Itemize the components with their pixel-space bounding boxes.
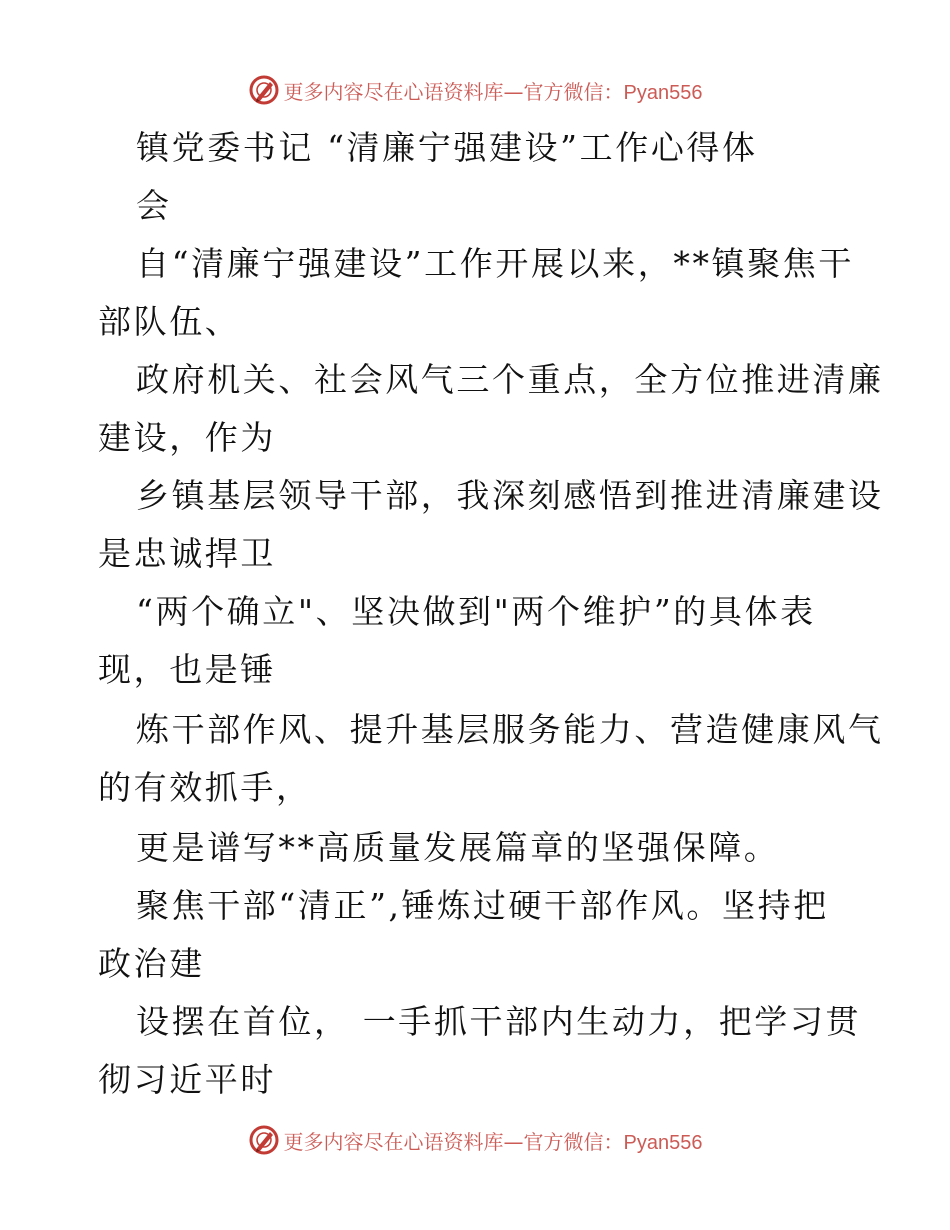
doc-title-line-1: 镇党委书记 “清廉宁强建设”工作心得体 <box>136 128 758 167</box>
watermark-text: 更多内容尽在心语资料库—官方微信：Pyan556 <box>283 79 703 104</box>
doc-line: 炼干部作风、提升基层服务能力、营造健康风气 <box>136 710 884 749</box>
doc-line: 政治建 <box>98 944 205 983</box>
doc-line: 聚焦干部“清正”,锤炼过硬干部作风。坚持把 <box>136 886 829 925</box>
doc-title-line-2: 会 <box>136 186 172 225</box>
doc-line: 政府机关、社会风气三个重点，全方位推进清廉 <box>136 360 884 399</box>
doc-line: 的有效抓手， <box>98 768 312 807</box>
watermark-text: 更多内容尽在心语资料库—官方微信：Pyan556 <box>283 1129 703 1154</box>
doc-line: 建设，作为 <box>98 418 276 457</box>
watermark-wechat-id: Pyan556 <box>623 1131 703 1154</box>
doc-line: 乡镇基层领导干部，我深刻感悟到推进清廉建设 <box>136 476 884 515</box>
doc-line: 现，也是锤 <box>98 650 276 689</box>
doc-line: 自“清廉宁强建设”工作开展以来，**镇聚焦干 <box>136 244 854 283</box>
pen-logo-icon <box>248 74 280 106</box>
doc-line: 设摆在首位， 一手抓干部内生动力，把学习贯 <box>136 1002 862 1041</box>
doc-line: 彻习近平时 <box>98 1060 276 1099</box>
pen-logo-icon <box>248 1124 280 1156</box>
watermark-banner-bottom <box>0 1120 950 1160</box>
watermark-wechat-id: Pyan556 <box>623 81 703 104</box>
doc-line: 是忠诚捍卫 <box>98 534 276 573</box>
watermark-banner-top <box>0 70 950 110</box>
doc-line: 更是谱写**高质量发展篇章的坚强保障。 <box>136 828 780 867</box>
doc-line: 部队伍、 <box>98 302 241 341</box>
doc-line: “两个确立"、坚决做到"两个维护”的具体表 <box>136 592 816 631</box>
